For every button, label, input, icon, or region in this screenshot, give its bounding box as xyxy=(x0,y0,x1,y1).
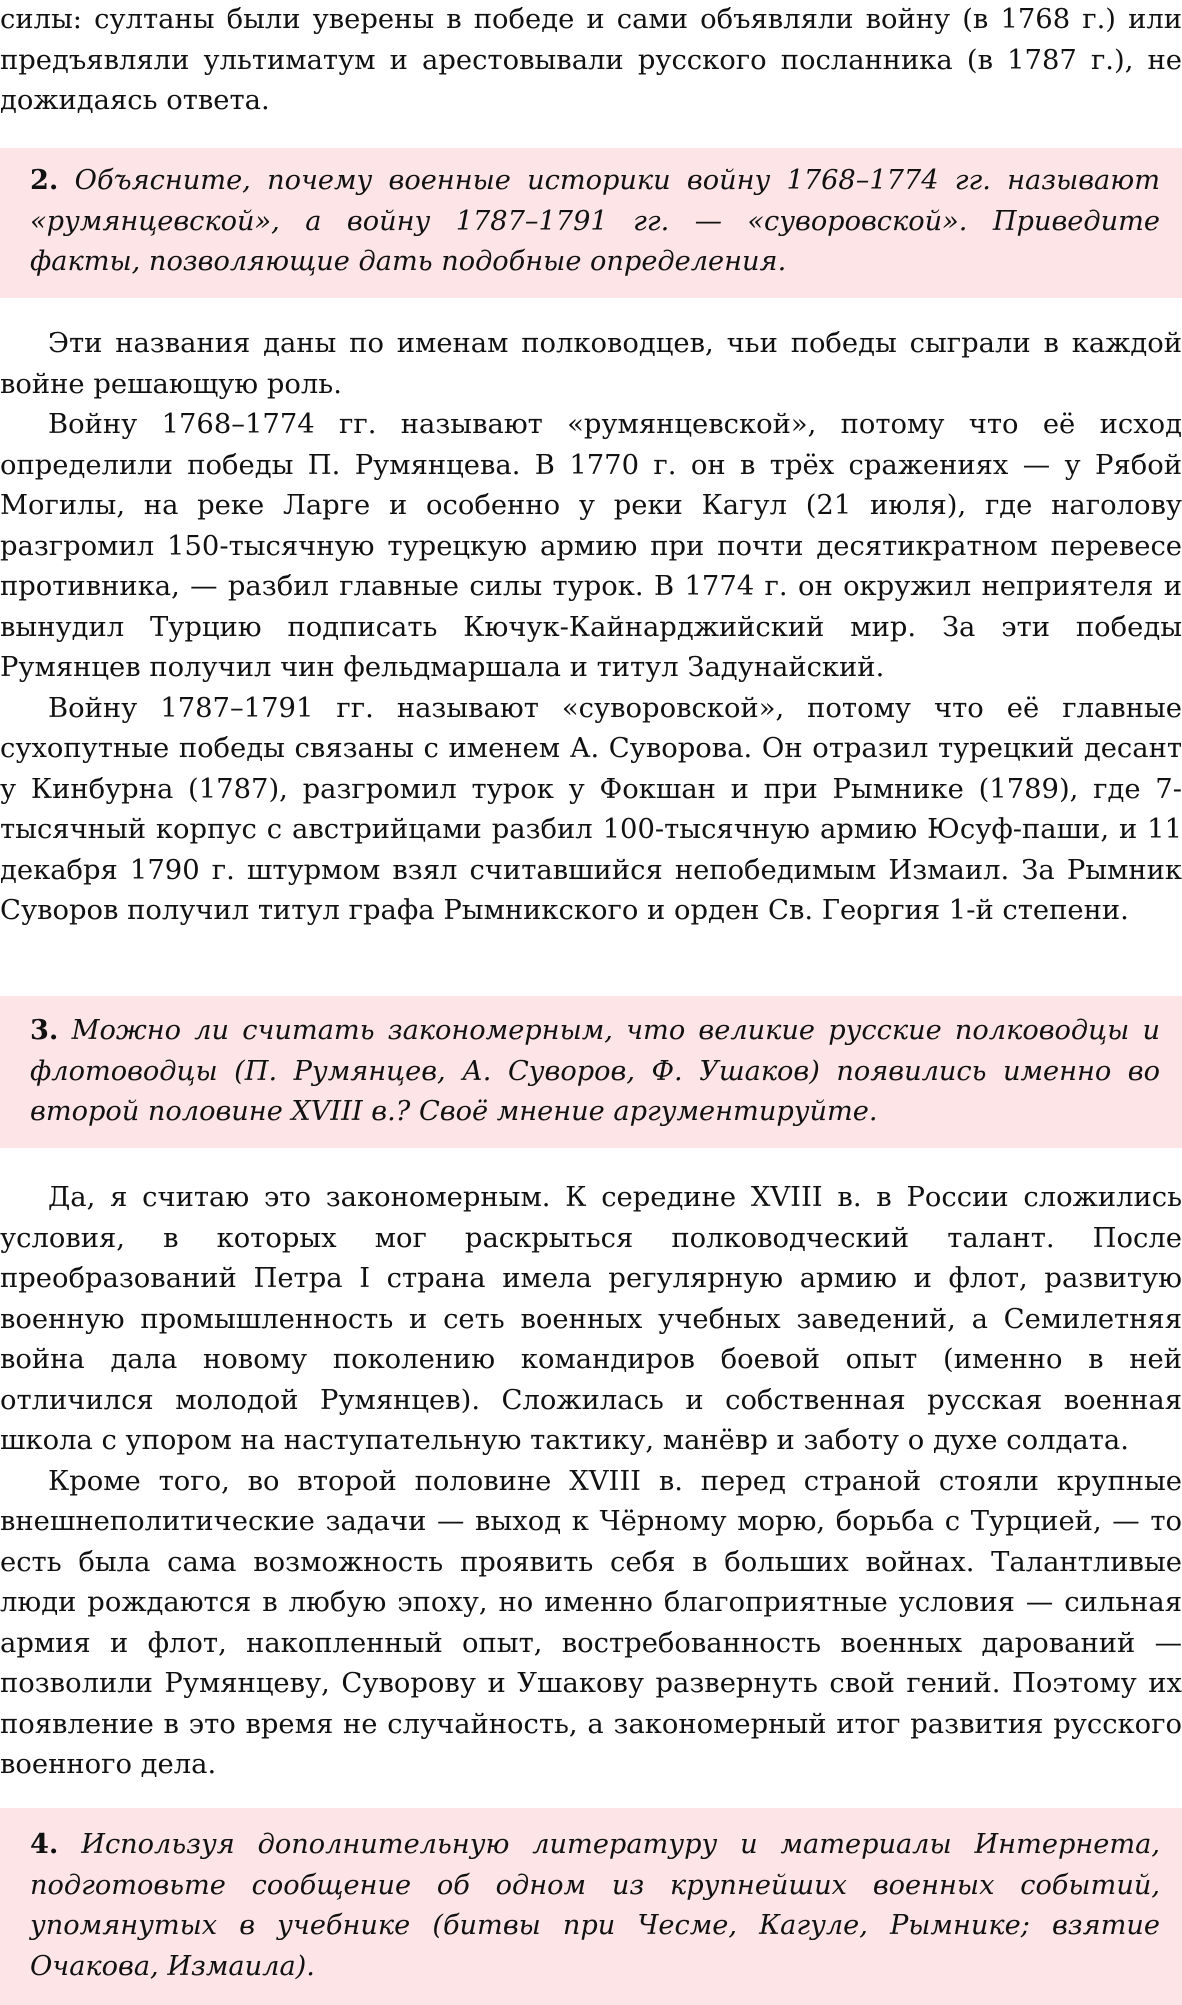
answer-3-block xyxy=(0,1178,1182,1786)
question-4-body: Используя дополнительную литературу и материалы Интернета, подготовьте сообщение об одном из крупнейших военных событий, упомянутых в учебнике (битвы при Чесме, Кагуле, Рымнике; взятие Очакова, Измаила). xyxy=(30,1829,1160,1982)
question-2-box xyxy=(0,148,1182,298)
question-3-number: 3. xyxy=(30,1014,59,1046)
intro-block xyxy=(0,0,1182,122)
answer-2-paragraph: Войну 1768–1774 гг. называют «румянцевской», потому что её исход определили победы П. Румянцева. В 1770 г. он в трёх сражениях — у Рябой Могилы, на реке Ларге и особенно у реки Кагул (21 июля), где наголову разгромил 150-тысячную турецкую армию при почти десятикратном перевесе противника, — разбил главные силы турок. В 1774 г. он окружил неприятеля и вынудил Турцию подписать Кючук-Кайнарджийский мир. За эти победы Румянцев получил чин фельдмаршала и титул Задунайский. xyxy=(0,409,1182,683)
intro-paragraph: силы: султаны были уверены в победе и сами объявляли войну (в 1768 г.) или предъявляли ультиматум и арестовывали русского посланника (в 1787 г.), не дожидаясь ответа. xyxy=(0,4,1182,116)
answer-3-paragraph: Кроме того, во второй половине XVIII в. перед страной стояли крупные внешнеполитические задачи — выход к Чёрному морю, борьба с Турцией, — то есть была сама возможность проявить себя в больших войнах. Талантливые люди рождаются в любую эпоху, но именно благоприятные условия — сильная армия и флот, накопленный опыт, востребованность военных дарований — позволили Румянцеву, Суворову и Ушакову развернуть свой гений. Поэтому их появление в это время не случайность, а закономерный итог развития русского военного дела. xyxy=(0,1465,1182,1780)
question-2-text xyxy=(30,160,1160,283)
question-4-box xyxy=(0,1808,1182,2005)
question-3-text xyxy=(30,1010,1160,1133)
question-2-body: Объясните, почему военные историки войну 1768–1774 гг. называют «румянцевской», а войну 1787–1791 гг. — «суворовской». Приведите факты, позволяющие дать подобные определения. xyxy=(30,165,1160,277)
answer-2-paragraph: Эти названия даны по именам полководцев, чьи победы сыграли в каждой войне решающую роль. xyxy=(0,328,1182,400)
answer-2-block xyxy=(0,324,1182,932)
answer-3-paragraph: Да, я считаю это закономерным. К середине XVIII в. в России сложились условия, в которых мог раскрыться полководческий талант. После преобразований Петра I страна имела регулярную армию и флот, развитую военную промышленность и сеть военных учебных заведений, а Семилетняя война дала новому поколению командиров боевой опыт (именно в ней отличился молодой Румянцев). Сложилась и собственная русская военная школа с упором на наступательную тактику, манёвр и заботу о духе солдата. xyxy=(0,1182,1182,1456)
question-3-body: Можно ли считать закономерным, что великие русские полководцы и флотоводцы (П. Румянцев, А. Суворов, Ф. Ушаков) появились именно во второй половине XVIII в.? Своё мнение аргументируйте. xyxy=(30,1015,1160,1127)
question-3-box xyxy=(0,996,1182,1148)
question-4-text xyxy=(30,1824,1160,1987)
answer-2-paragraph: Войну 1787–1791 гг. называют «суворовской», потому что её главные сухопутные победы связаны с именем А. Суворова. Он отразил турецкий десант у Кинбурна (1787), разгромил турок у Фокшан и при Рымнике (1789), где 7-тысячный корпус с австрийцами разбил 100-тысячную армию Юсуф-паши, и 11 декабря 1790 г. штурмом взял считавшийся непобедимым Измаил. За Рымник Суворов получил титул графа Рымникского и орден Св. Георгия 1-й степени. xyxy=(0,692,1182,926)
question-4-number: 4. xyxy=(30,1828,59,1860)
question-2-number: 2. xyxy=(30,164,59,196)
